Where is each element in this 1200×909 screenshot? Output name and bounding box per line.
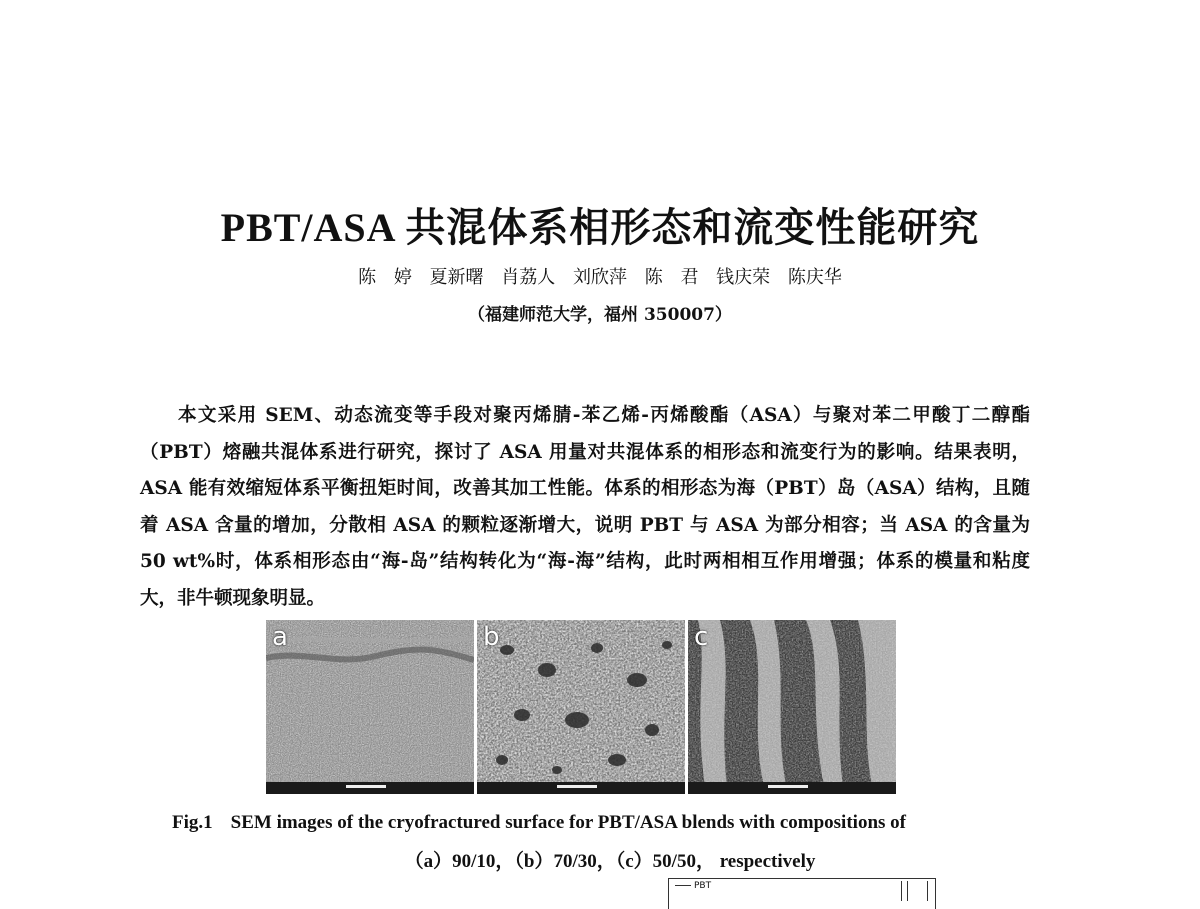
author-list: 陈 婷 夏新曙 肖荔人 刘欣萍 陈 君 钱庆荣 陈庆华 bbox=[358, 267, 842, 288]
sem-image-c bbox=[688, 620, 896, 794]
panel-label-b: b bbox=[483, 622, 500, 652]
legend-entry-pbt: PBT bbox=[675, 881, 711, 891]
sem-panel-c bbox=[688, 620, 896, 794]
figure-number: Fig.1 bbox=[172, 812, 213, 833]
scale-bar bbox=[477, 782, 685, 794]
figure-caption-line2: （a）90/10，（b）70/30，（c）50/50， respectively bbox=[404, 851, 816, 872]
caption-text: SEM images of the cryofractured surface for PBT/ASA blends with compositions of bbox=[230, 812, 906, 833]
paper-title: PBT/ASA 共混体系相形态和流变性能研究 bbox=[220, 205, 980, 250]
abstract-text: 本文采用 SEM、动态流变等手段对聚丙烯腈-苯乙烯-丙烯酸酯（ASA）与聚对苯二甲酸丁二醇酯（PBT）熔融共混体系进行研究，探讨了 ASA 用量对共混体系的相形态和流变行为的影响。结果表明，ASA 能有效缩短体系平衡扭矩时间，改善其加工性能。体系的相形态为海（PBT）岛（ASA）结构，且随着 ASA 含量的增加，分散相 ASA 的颗粒逐渐增大，说明 PBT 与 ASA 为部分相容；当 ASA 的含量为 50 wt%时，体系相形态由“海-岛”结构转化为“海-海”结构，此时两相相互作用增强；体系的模量和粘度大，非牛顿现象明显。 bbox=[140, 405, 1030, 609]
scale-bar bbox=[266, 782, 474, 794]
scale-bar bbox=[688, 782, 896, 794]
sem-panel-b bbox=[477, 620, 685, 794]
affiliation: （福建师范大学，福州 350007） bbox=[468, 305, 732, 325]
sem-panel-a bbox=[266, 620, 474, 794]
next-figure-frame bbox=[668, 878, 936, 909]
panel-label-a: a bbox=[272, 622, 288, 652]
sem-figure bbox=[266, 620, 896, 794]
sem-image-b bbox=[477, 620, 685, 794]
sem-image-a bbox=[266, 620, 474, 794]
panel-label-c: c bbox=[694, 622, 709, 652]
figure-caption-line1 bbox=[172, 812, 906, 834]
